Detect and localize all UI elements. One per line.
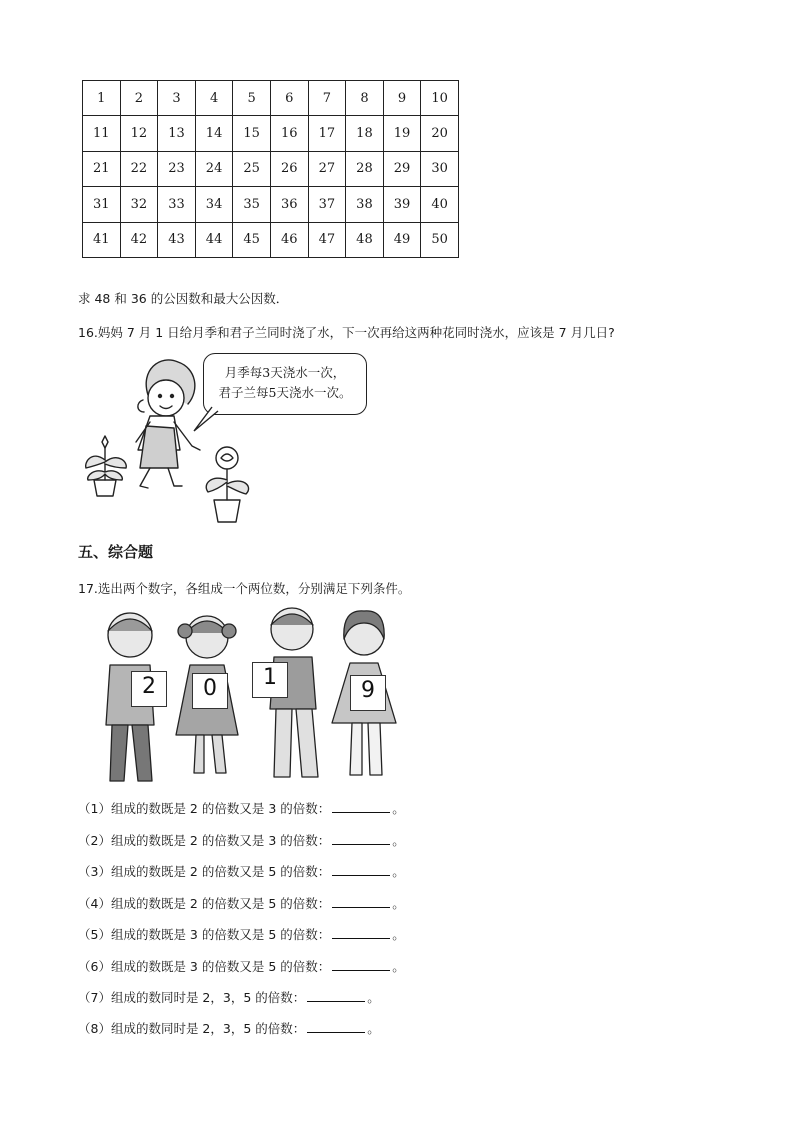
grid-cell: 6	[270, 81, 308, 116]
grid-cell: 17	[308, 116, 346, 151]
number-card-1: 2	[131, 671, 167, 707]
grid-cell: 44	[195, 222, 233, 257]
grid-cell: 18	[346, 116, 384, 151]
grid-row	[83, 222, 459, 257]
grid-cell: 40	[421, 187, 459, 222]
q17-item-prompt: （3）组成的数既是 2 的倍数又是 5 的倍数：	[78, 864, 331, 879]
grid-cell: 41	[83, 222, 121, 257]
grid-cell: 29	[383, 151, 421, 186]
grid-cell: 14	[195, 116, 233, 151]
q17-item	[78, 832, 405, 849]
q17-item-prompt: （6）组成的数既是 3 的倍数又是 5 的倍数：	[78, 959, 331, 974]
q16-question: 16.妈妈 7 月 1 日给月季和君子兰同时浇了水，下一次再给这两种花同时浇水，应该是 7 月几日?	[78, 325, 615, 340]
grid-cell: 46	[270, 222, 308, 257]
number-card-2: 0	[192, 673, 228, 709]
q17-item-prompt: （5）组成的数既是 3 的倍数又是 5 的倍数：	[78, 927, 331, 942]
q17-item-suffix: 。	[392, 801, 405, 816]
grid-cell: 13	[158, 116, 196, 151]
q17-item-suffix: 。	[392, 927, 405, 942]
answer-blank[interactable]	[332, 863, 390, 876]
grid-cell: 23	[158, 151, 196, 186]
q17-item	[78, 958, 405, 975]
grid-cell: 25	[233, 151, 271, 186]
grid-cell: 48	[346, 222, 384, 257]
grid-cell: 35	[233, 187, 271, 222]
answer-blank[interactable]	[332, 895, 390, 908]
grid-cell: 3	[158, 81, 196, 116]
grid-cell: 32	[120, 187, 158, 222]
grid-cell: 11	[83, 116, 121, 151]
q17-item-suffix: 。	[392, 959, 405, 974]
q17-item	[78, 989, 380, 1006]
grid-cell: 10	[421, 81, 459, 116]
grid-cell: 37	[308, 187, 346, 222]
speech-bubble-line-2: 君子兰每5天浇水一次。	[218, 385, 352, 400]
q17-item-prompt: （8）组成的数同时是 2，3，5 的倍数：	[78, 1021, 306, 1036]
q17-item	[78, 926, 405, 943]
grid-row	[83, 187, 459, 222]
grid-cell: 43	[158, 222, 196, 257]
grid-cell: 36	[270, 187, 308, 222]
grid-cell: 26	[270, 151, 308, 186]
grid-cell: 42	[120, 222, 158, 257]
q15-instruction: 求 48 和 36 的公因数和最大公因数．	[78, 291, 289, 306]
q17-item-prompt: （2）组成的数既是 2 的倍数又是 3 的倍数：	[78, 833, 331, 848]
grid-cell: 4	[195, 81, 233, 116]
grid-cell: 49	[383, 222, 421, 257]
q17-item-suffix: 。	[392, 896, 405, 911]
grid-cell: 15	[233, 116, 271, 151]
grid-cell: 31	[83, 187, 121, 222]
number-card-3: 1	[252, 662, 288, 698]
grid-cell: 2	[120, 81, 158, 116]
grid-cell: 5	[233, 81, 271, 116]
q17-item-suffix: 。	[392, 833, 405, 848]
number-card-4: 9	[350, 675, 386, 711]
speech-bubble	[203, 353, 367, 415]
grid-cell: 30	[421, 151, 459, 186]
q17-item	[78, 1020, 380, 1037]
q17-item-prompt: （4）组成的数既是 2 的倍数又是 5 的倍数：	[78, 896, 331, 911]
q17-item-suffix: 。	[392, 864, 405, 879]
grid-cell: 47	[308, 222, 346, 257]
grid-cell: 28	[346, 151, 384, 186]
answer-blank[interactable]	[332, 926, 390, 939]
grid-cell: 39	[383, 187, 421, 222]
grid-cell: 20	[421, 116, 459, 151]
answer-blank[interactable]	[332, 832, 390, 845]
q17-item	[78, 895, 405, 912]
grid-cell: 33	[158, 187, 196, 222]
grid-cell: 22	[120, 151, 158, 186]
grid-cell: 45	[233, 222, 271, 257]
grid-row	[83, 151, 459, 186]
grid-cell: 50	[421, 222, 459, 257]
q17-item	[78, 800, 405, 817]
q17-item	[78, 863, 405, 880]
q17-item-prompt: （7）组成的数同时是 2，3，5 的倍数：	[78, 990, 306, 1005]
section-5-title: 五、综合题	[78, 543, 154, 561]
grid-cell: 21	[83, 151, 121, 186]
grid-cell: 24	[195, 151, 233, 186]
grid-row	[83, 81, 459, 116]
grid-cell: 1	[83, 81, 121, 116]
speech-bubble-tail	[190, 405, 220, 435]
answer-blank[interactable]	[332, 958, 390, 971]
grid-cell: 8	[346, 81, 384, 116]
q17-item-suffix: 。	[367, 990, 380, 1005]
answer-blank[interactable]	[307, 1020, 365, 1033]
grid-cell: 38	[346, 187, 384, 222]
q17-question: 17.选出两个数字，各组成一个两位数，分别满足下列条件。	[78, 581, 411, 596]
grid-row	[83, 116, 459, 151]
grid-cell: 7	[308, 81, 346, 116]
answer-blank[interactable]	[307, 989, 365, 1002]
number-grid	[82, 80, 459, 258]
answer-blank[interactable]	[332, 800, 390, 813]
grid-cell: 34	[195, 187, 233, 222]
q17-item-suffix: 。	[367, 1021, 380, 1036]
q17-item-prompt: （1）组成的数既是 2 的倍数又是 3 的倍数：	[78, 801, 331, 816]
grid-cell: 19	[383, 116, 421, 151]
speech-bubble-line-1: 月季每3天浇水一次，	[224, 365, 346, 380]
grid-cell: 27	[308, 151, 346, 186]
grid-cell: 9	[383, 81, 421, 116]
grid-cell: 16	[270, 116, 308, 151]
grid-cell: 12	[120, 116, 158, 151]
